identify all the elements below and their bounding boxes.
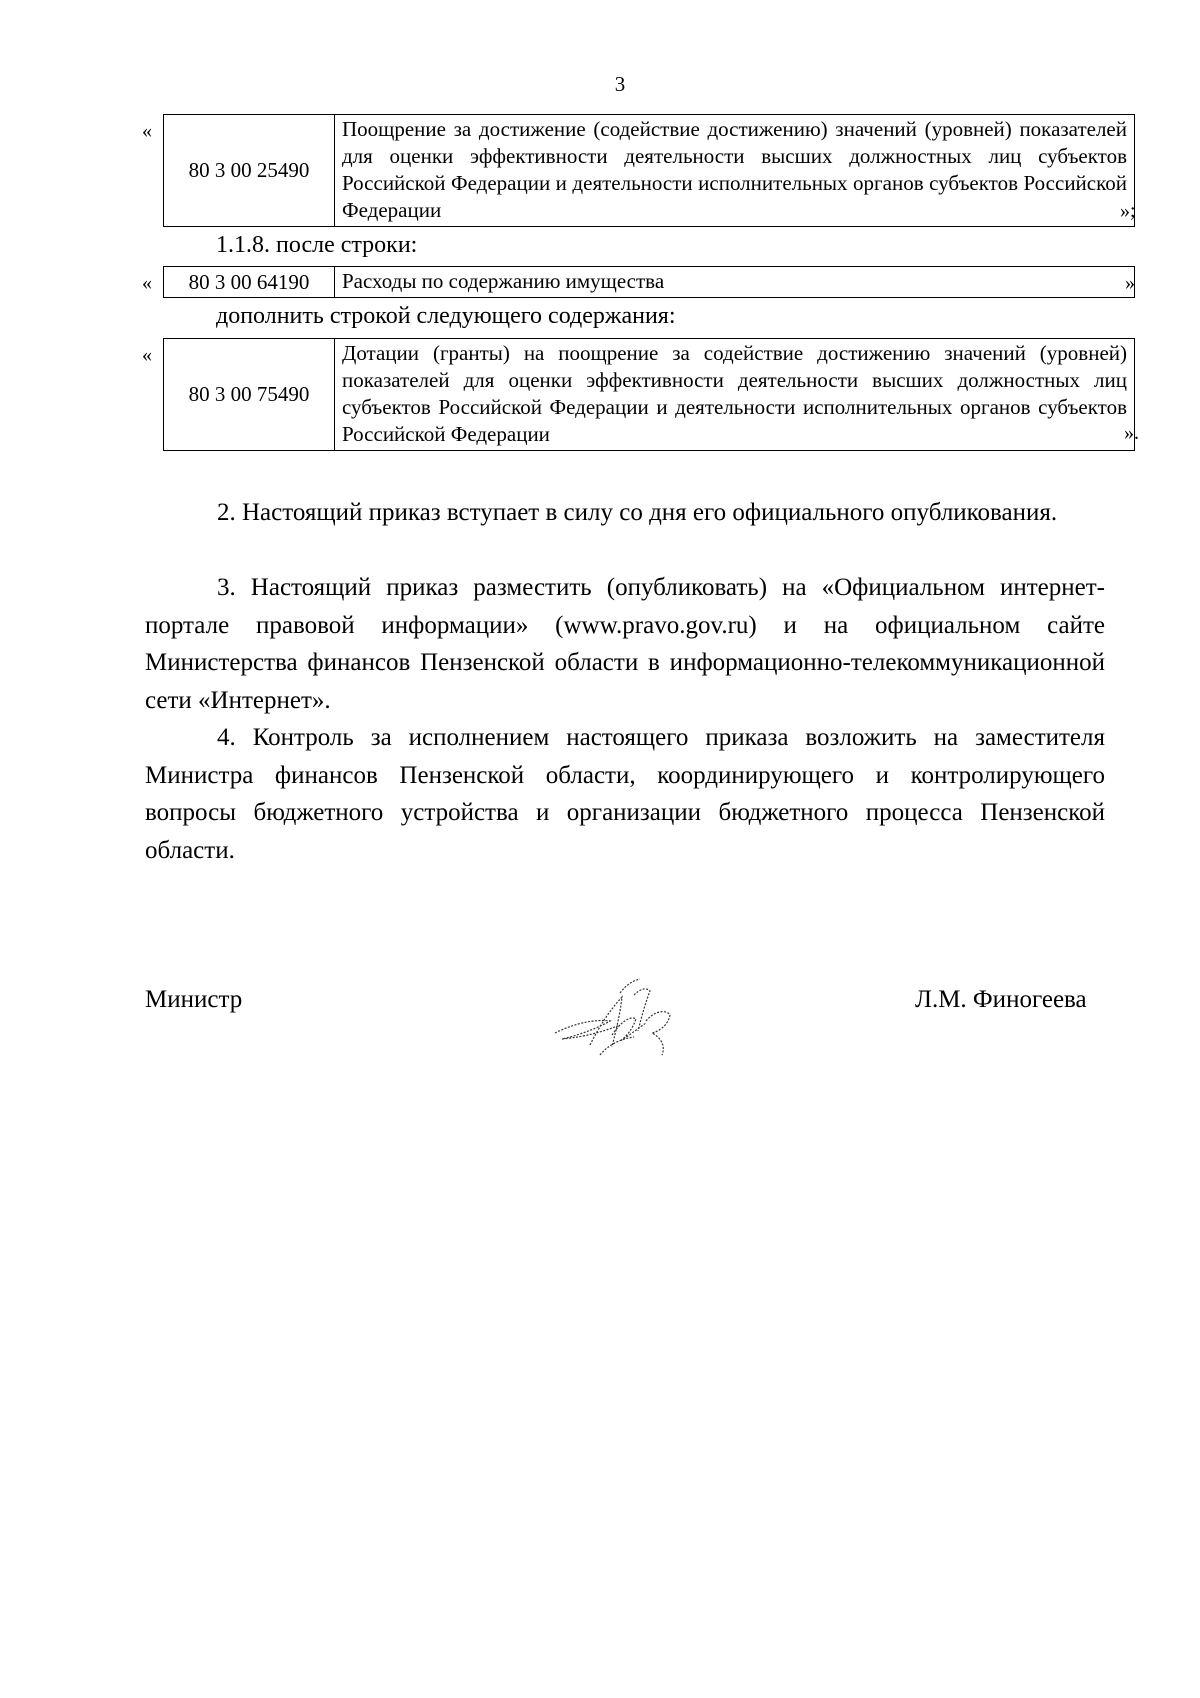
closing-quote: » bbox=[1125, 272, 1135, 294]
budget-code: 80 3 00 25490 bbox=[164, 115, 335, 227]
budget-description: Дотации (гранты) на поощрение за содействие достижению значений (уровней) показателей для оценки эффективности деятельности высших должностных лиц субъектов Российской Федерации и деятельности исполнительных органов субъектов Российской Федерации bbox=[335, 339, 1135, 451]
handwritten-signature bbox=[550, 975, 690, 1065]
opening-quote: « bbox=[142, 272, 152, 294]
opening-quote: « bbox=[142, 120, 152, 142]
code-table-row3 bbox=[163, 338, 1135, 451]
budget-description: Поощрение за достижение (содействие достижению) значений (уровней) показателей для оценки эффективности деятельности высших должностных лиц субъектов Российской Федерации и деятельности исполнительных органов субъектов Российской Федерации bbox=[335, 115, 1135, 227]
budget-code: 80 3 00 75490 bbox=[164, 339, 335, 451]
budget-code: 80 3 00 64190 bbox=[164, 267, 335, 298]
signatory-position: Министр bbox=[145, 986, 243, 1013]
opening-quote: « bbox=[142, 344, 152, 366]
supplement-line: дополнить строкой следующего содержания: bbox=[216, 303, 676, 329]
code-table-row2 bbox=[163, 266, 1135, 298]
page-number: 3 bbox=[614, 72, 626, 96]
closing-quote: ». bbox=[1124, 422, 1139, 444]
paragraph-4: 4. Контроль за исполнением настоящего приказа возложить на заместителя Министра финансов Пензенской области, координирующего и контролирующего вопросы бюджетного устройства и организации бюджетного процесса Пензенской области. bbox=[145, 724, 1105, 864]
budget-description: Расходы по содержанию имущества bbox=[335, 267, 1135, 298]
closing-quote: »; bbox=[1120, 200, 1136, 222]
paragraph-2: 2. Настоящий приказ вступает в силу со дня его официального опубликования. bbox=[217, 499, 1058, 526]
item-1-1-8: 1.1.8. после строки: bbox=[216, 232, 418, 258]
code-table-row1 bbox=[163, 114, 1135, 227]
signatory-name: Л.М. Финогеева bbox=[915, 986, 1087, 1013]
paragraph-3: 3. Настоящий приказ разместить (опубликовать) на «Официальном интернет-портале правовой информации» (www.pravo.gov.ru) и на официальном сайте Министерства финансов Пензенской области в информационно-телекоммуникационной сети «Интернет». bbox=[145, 574, 1105, 714]
